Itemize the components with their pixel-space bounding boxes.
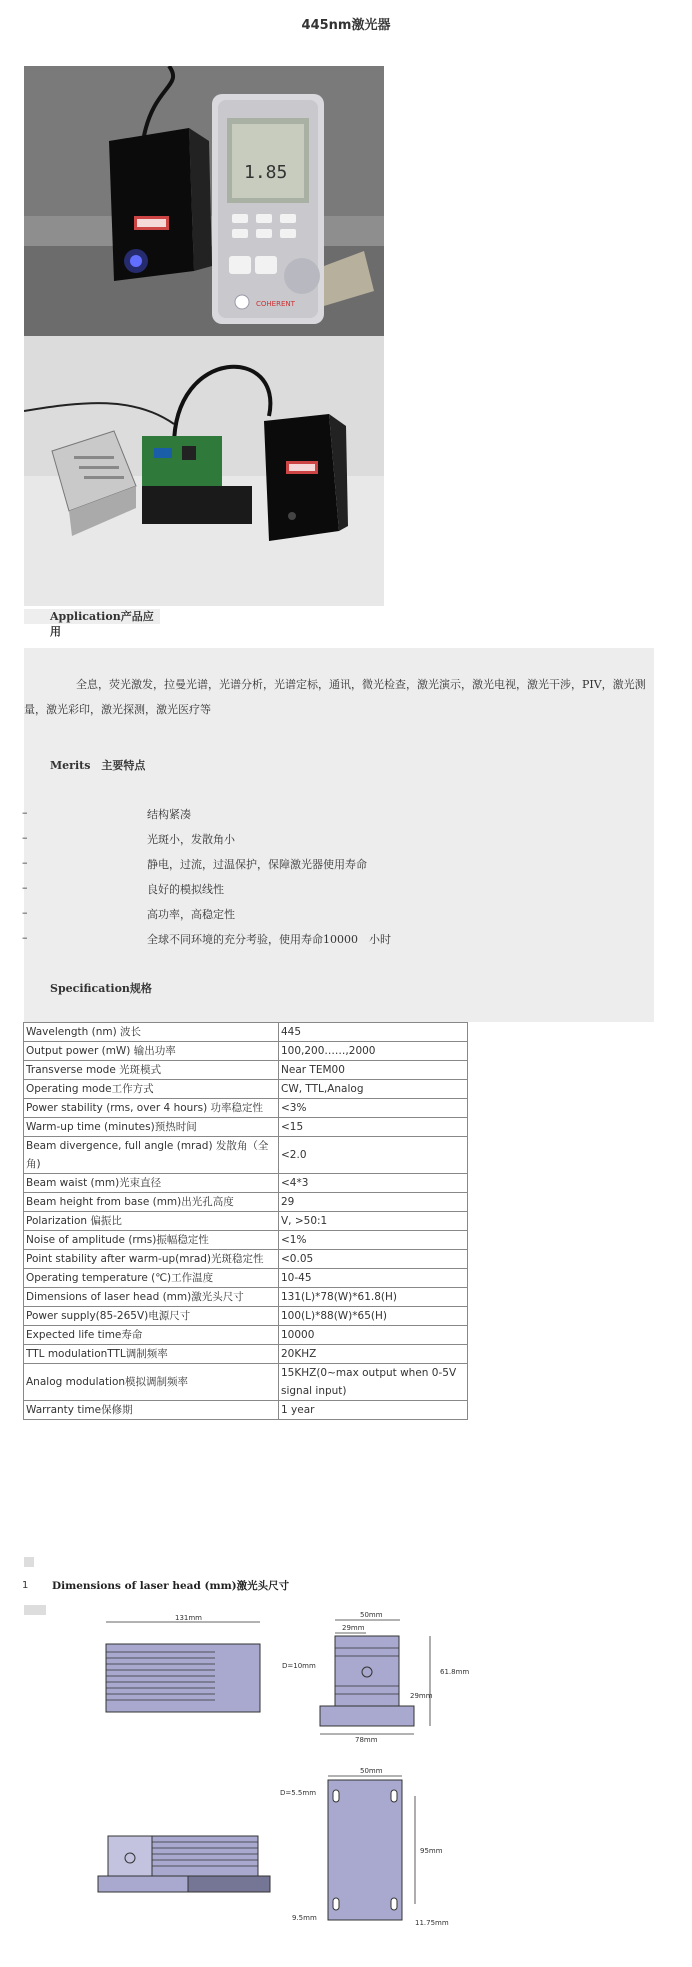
spec-value: 10-45 xyxy=(279,1269,468,1288)
specification-heading: Specification规格 xyxy=(50,982,152,995)
merit-dash: – xyxy=(22,906,28,919)
merit-dash: – xyxy=(22,881,28,894)
spec-label: Dimensions of laser head (mm)激光头尺寸 xyxy=(24,1288,279,1307)
application-heading: Application产品应用 xyxy=(24,609,160,624)
spec-value: V, >50:1 xyxy=(279,1212,468,1231)
table-row xyxy=(24,1307,468,1326)
spec-label: Analog modulation模拟调制频率 xyxy=(24,1364,279,1401)
table-row xyxy=(24,1212,468,1231)
page-title: 445nm激光器 xyxy=(301,18,391,33)
dim-width-top: 50mm xyxy=(360,1611,383,1619)
table-row xyxy=(24,1364,468,1401)
spec-value: 100(L)*88(W)*65(H) xyxy=(279,1307,468,1326)
spec-label: Polarization 偏振比 xyxy=(24,1212,279,1231)
spec-label: Power stability (rms, over 4 hours) 功率稳定性 xyxy=(24,1099,279,1118)
table-row xyxy=(24,1174,468,1193)
spec-value: 1 year xyxy=(279,1401,468,1420)
merit-item: 结构紧凑 xyxy=(147,808,191,821)
dim-width-bottom: 50mm xyxy=(360,1767,383,1775)
dim-margin-bottom: 11.75mm xyxy=(415,1919,449,1927)
spec-value: 445 xyxy=(279,1023,468,1042)
laser-driver-photo xyxy=(24,336,384,606)
spec-value: CW, TTL,Analog xyxy=(279,1080,468,1099)
table-row xyxy=(24,1099,468,1118)
decorative-square xyxy=(24,1605,46,1615)
table-row xyxy=(24,1193,468,1212)
dim-depth: 95mm xyxy=(420,1847,443,1855)
spec-label: Operating mode工作方式 xyxy=(24,1080,279,1099)
merit-item: 全球不同环境的充分考验，使用寿命10000 小时 xyxy=(147,933,391,946)
dimensions-heading: Dimensions of laser head (mm)激光头尺寸 xyxy=(52,1580,290,1592)
spec-label: Warm-up time (minutes)预热时间 xyxy=(24,1118,279,1137)
merit-item: 静电，过流，过温保护，保障激光器使用寿命 xyxy=(147,858,367,871)
spec-label: Point stability after warm-up(mrad)光斑稳定性 xyxy=(24,1250,279,1269)
dim-screw: D=5.5mm xyxy=(280,1789,317,1797)
table-row xyxy=(24,1042,468,1061)
decorative-square xyxy=(24,1557,34,1567)
table-row xyxy=(24,1250,468,1269)
spec-value: <4*3 xyxy=(279,1174,468,1193)
spec-label: Wavelength (nm) 波长 xyxy=(24,1023,279,1042)
dimensions-number: 1 xyxy=(22,1580,29,1591)
spec-value: <3% xyxy=(279,1099,468,1118)
merit-item: 高功率，高稳定性 xyxy=(147,908,235,921)
table-row xyxy=(24,1231,468,1250)
merit-dash: – xyxy=(22,931,28,944)
spec-label: Operating temperature (℃)工作温度 xyxy=(24,1269,279,1288)
table-row xyxy=(24,1023,468,1042)
spec-label: Beam height from base (mm)出光孔高度 xyxy=(24,1193,279,1212)
spec-value: 20KHZ xyxy=(279,1345,468,1364)
spec-value: <15 xyxy=(279,1118,468,1137)
table-row xyxy=(24,1080,468,1099)
spec-label: Power supply(85-265V)电源尺寸 xyxy=(24,1307,279,1326)
application-text: 全息，荧光激发，拉曼光谱，光谱分析，光谱定标，通讯，微光检查，激光演示，激光电视，激光干涉，PIV，激光测量，激光彩印，激光探测，激光医疗等 xyxy=(24,678,646,716)
spec-value: <2.0 xyxy=(279,1137,468,1174)
merit-dash: – xyxy=(22,806,28,819)
table-row xyxy=(24,1137,468,1174)
specification-table xyxy=(23,1022,468,1420)
meter-display: 1.85 xyxy=(244,162,288,183)
dimension-drawing xyxy=(70,1608,520,1932)
spec-value: 131(L)*78(W)*61.8(H) xyxy=(279,1288,468,1307)
table-row xyxy=(24,1269,468,1288)
spec-label: Beam divergence, full angle (mrad) 发散角（全角) xyxy=(24,1137,279,1174)
dim-offset: 29mm xyxy=(342,1624,365,1632)
dim-base-width: 78mm xyxy=(355,1736,378,1744)
merit-item: 良好的模拟线性 xyxy=(147,883,224,896)
table-row xyxy=(24,1345,468,1364)
merits-heading: Merits 主要特点 xyxy=(50,759,146,772)
table-row xyxy=(24,1401,468,1420)
spec-value: <0.05 xyxy=(279,1250,468,1269)
table-row xyxy=(24,1288,468,1307)
spec-label: Warranty time保修期 xyxy=(24,1401,279,1420)
laser-meter-photo xyxy=(24,66,384,336)
dim-hole: D=10mm xyxy=(282,1662,316,1670)
meter-brand: COHERENT xyxy=(256,300,295,308)
spec-value: 29 xyxy=(279,1193,468,1212)
spec-value: <1% xyxy=(279,1231,468,1250)
spec-label: Expected life time寿命 xyxy=(24,1326,279,1345)
dim-beam-height: 29mm xyxy=(410,1692,433,1700)
spec-value: 10000 xyxy=(279,1326,468,1345)
spec-label: Beam waist (mm)光束直径 xyxy=(24,1174,279,1193)
spec-value: Near TEM00 xyxy=(279,1061,468,1080)
table-row xyxy=(24,1118,468,1137)
merit-dash: – xyxy=(22,856,28,869)
dim-length: 131mm xyxy=(175,1614,202,1622)
dim-margin-left: 9.5mm xyxy=(292,1914,317,1922)
table-row xyxy=(24,1061,468,1080)
spec-value: 100,200……,2000 xyxy=(279,1042,468,1061)
merit-dash: – xyxy=(22,831,28,844)
merit-item: 光斑小，发散角小 xyxy=(147,833,235,846)
dim-height: 61.8mm xyxy=(440,1668,470,1676)
spec-value: 15KHZ(0~max output when 0-5V signal input) xyxy=(279,1364,468,1401)
spec-label: TTL modulationTTL调制频率 xyxy=(24,1345,279,1364)
spec-label: Output power (mW) 输出功率 xyxy=(24,1042,279,1061)
spec-label: Transverse mode 光斑模式 xyxy=(24,1061,279,1080)
spec-label: Noise of amplitude (rms)振幅稳定性 xyxy=(24,1231,279,1250)
table-row xyxy=(24,1326,468,1345)
